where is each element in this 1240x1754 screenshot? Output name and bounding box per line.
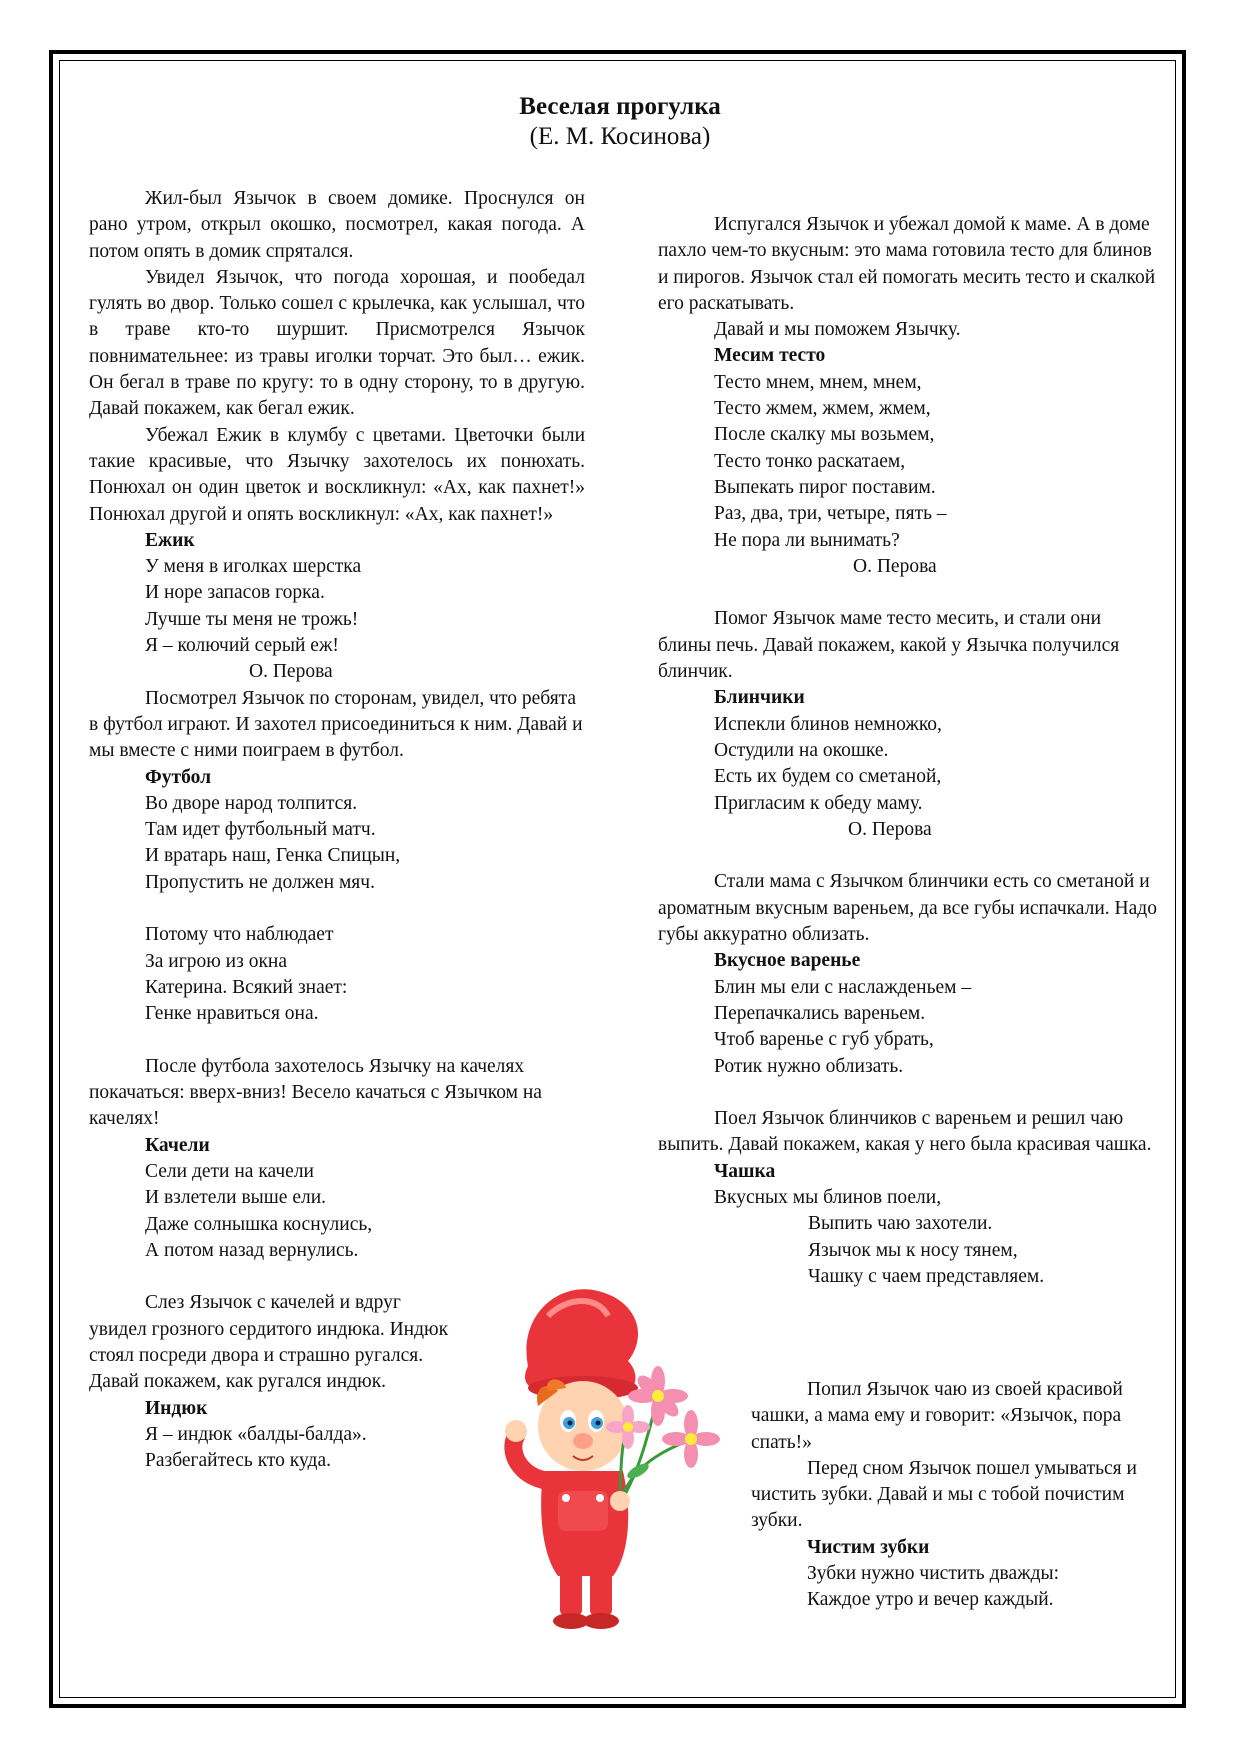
poem-line: После скалку мы возьмем, [714,424,935,446]
poem-line: Выпить чаю захотели. [808,1213,993,1235]
paragraph: Увидел Язычок, что погода хорошая, и пообедал гулять во двор. Только сошел с крылечка, как услышал, что в траве кто-то шуршит. Присмотрелся Язычок повнимательнее: из травы иголки торчат. Это был… ежик. Он бегал в траве по кругу: то в одну сторону, то в другую. Давай покажем, как бегал ежик. [89,266,585,420]
poem-line: И вратарь наш, Генка Спицын, [145,845,401,867]
poem-line: Есть их будем со сметаной, [714,766,942,788]
poem-title-kacheli: Качели [145,1134,210,1156]
poem-line: Лучше ты меня не трожь! [145,608,359,630]
poem-line: Потому что наблюдает [145,924,334,946]
poem-line: Чашку с чаем представляем. [808,1265,1045,1287]
poem-line: Выпекать пирог поставим. [714,476,936,498]
paragraph: Перед сном Язычок пошел умываться и чистить зубки. Давай и мы с тобой почистим зубки. [751,1457,1137,1532]
paragraph: Посмотрел Язычок по сторонам, увидел, что ребята в футбол играют. И захотел присоединиться к ним. Давай и мы вместе с ними поиграем в футбол. [89,687,583,762]
poem-line: Генке нравиться она. [145,1003,319,1025]
right-column-lower [751,1377,1151,1614]
poem-line: Не пора ли вынимать? [714,529,900,551]
poem-signature: О. Перова [249,661,333,683]
poem-line: Катерина. Всякий знает: [145,976,348,998]
poem-line: Там идет футбольный матч. [145,819,376,841]
paragraph: После футбола захотелось Язычку на качелях покачаться: вверх-вниз! Весело качаться с Язычком на качелях! [89,1055,542,1130]
poem-line: Тесто мнем, мнем, мнем, [714,371,922,393]
poem-title-chashka: Чашка [714,1160,776,1182]
poem-title-bliny: Блинчики [714,687,805,709]
poem-title-varenye: Вкусное варенье [714,950,861,972]
poem-line: Во дворе народ толпится. [145,792,358,814]
poem-line: Каждое утро и вечер каждый. [807,1589,1054,1611]
poem-line: И норе запасов горка. [145,582,325,604]
paragraph: Поел Язычок блинчиков с вареньем и решил чаю выпить. Давай покажем, какая у него была красивая чашка. [658,1108,1152,1156]
poem-line: Остудили на окошке. [714,739,889,761]
poem-signature: О. Перова [848,818,932,840]
paragraph: Жил-был Язычок в своем домике. Проснулся он рано утром, открыл окошко, посмотрел, какая погода. А потом опять в домик спрятался. [89,188,585,262]
poem-line: Даже солнышка коснулись, [145,1213,373,1235]
poem-line: А потом назад вернулись. [145,1239,359,1261]
poem-line: Перепачкались вареньем. [714,1002,926,1024]
title-block [0,92,1240,152]
poem-line: У меня в иголках шерстка [145,556,362,578]
poem-line: Разбегайтесь кто куда. [145,1450,331,1472]
paragraph: Попил Язычок чаю из своей красивой чашки, а мама ему и говорит: «Язычок, пора спать!» [751,1379,1123,1453]
poem-line: И взлетели выше ели. [145,1187,327,1209]
paragraph: Испугался Язычок и убежал домой к маме. А в доме пахло чем-то вкусным: это мама готовила тесто для блинов и пирогов. Язычок стал ей помогать месить тесто и скалкой его раскатывать. [658,214,1156,314]
poem-line: Тесто тонко раскатаем, [714,450,906,472]
poem-line: Язычок мы к носу тянем, [808,1239,1018,1261]
poem-line: Я – индюк «балды-балда». [145,1423,367,1445]
paragraph: Слез Язычок с качелей и вдруг увидел грозного сердитого индюка. Индюк стоял посреди двора и страшно ругался. Давай покажем, как ругался индюк. [89,1292,449,1393]
paragraph: Помог Язычок маме тесто месить, и стали они блины печь. Давай покажем, какой у Язычка получился блинчик. [658,608,1120,683]
poem-title-football: Футбол [145,766,212,788]
poem-line: Блин мы ели с наслажденьем – [714,976,972,998]
page-title: Веселая прогулка [519,93,721,120]
poem-line: Я – колючий серый еж! [145,635,339,657]
paragraph: Убежал Ежик в клумбу с цветами. Цветочки были такие красивые, что Язычку захотелось их понюхать. Понюхал он один цветок и воскликнул: «Ах, как пахнет!» Понюхал другой и опять воскликнул: «Ах, как пахнет!» [89,424,585,525]
right-column [658,212,1158,1290]
poem-line: Тесто жмем, жмем, жмем, [714,398,931,420]
poem-line: Раз, два, три, четыре, пять – [714,503,947,525]
author: (Е. М. Косинова) [529,123,711,150]
poem-title-ezhik: Ежик [145,529,195,551]
poem-title-zubki: Чистим зубки [807,1536,930,1558]
poem-line: Испекли блинов немножко, [714,713,942,735]
poem-line: Вкусных мы блинов поели, [714,1186,942,1208]
poem-line: Пригласим к обеду маму. [714,792,923,814]
paragraph: Стали мама с Язычком блинчики есть со сметаной и ароматным вкусным вареньем, да все губы испачкали. Надо губы аккуратно облизать. [658,871,1157,946]
poem-title-indyuk: Индюк [145,1397,208,1419]
gnome-illustration [488,1276,738,1636]
poem-line: Пропустить не должен мяч. [145,871,375,893]
poem-line: Чтоб варенье с губ убрать, [714,1029,934,1051]
poem-line: Сели дети на качели [145,1160,314,1182]
poem-signature: О. Перова [853,555,937,577]
poem-title-testo: Месим тесто [714,345,826,367]
poem-line: За игрою из окна [145,950,288,972]
poem-line: Зубки нужно чистить дважды: [807,1563,1060,1585]
poem-line: Ротик нужно облизать. [714,1055,904,1077]
paragraph: Давай и мы поможем Язычку. [714,319,961,341]
